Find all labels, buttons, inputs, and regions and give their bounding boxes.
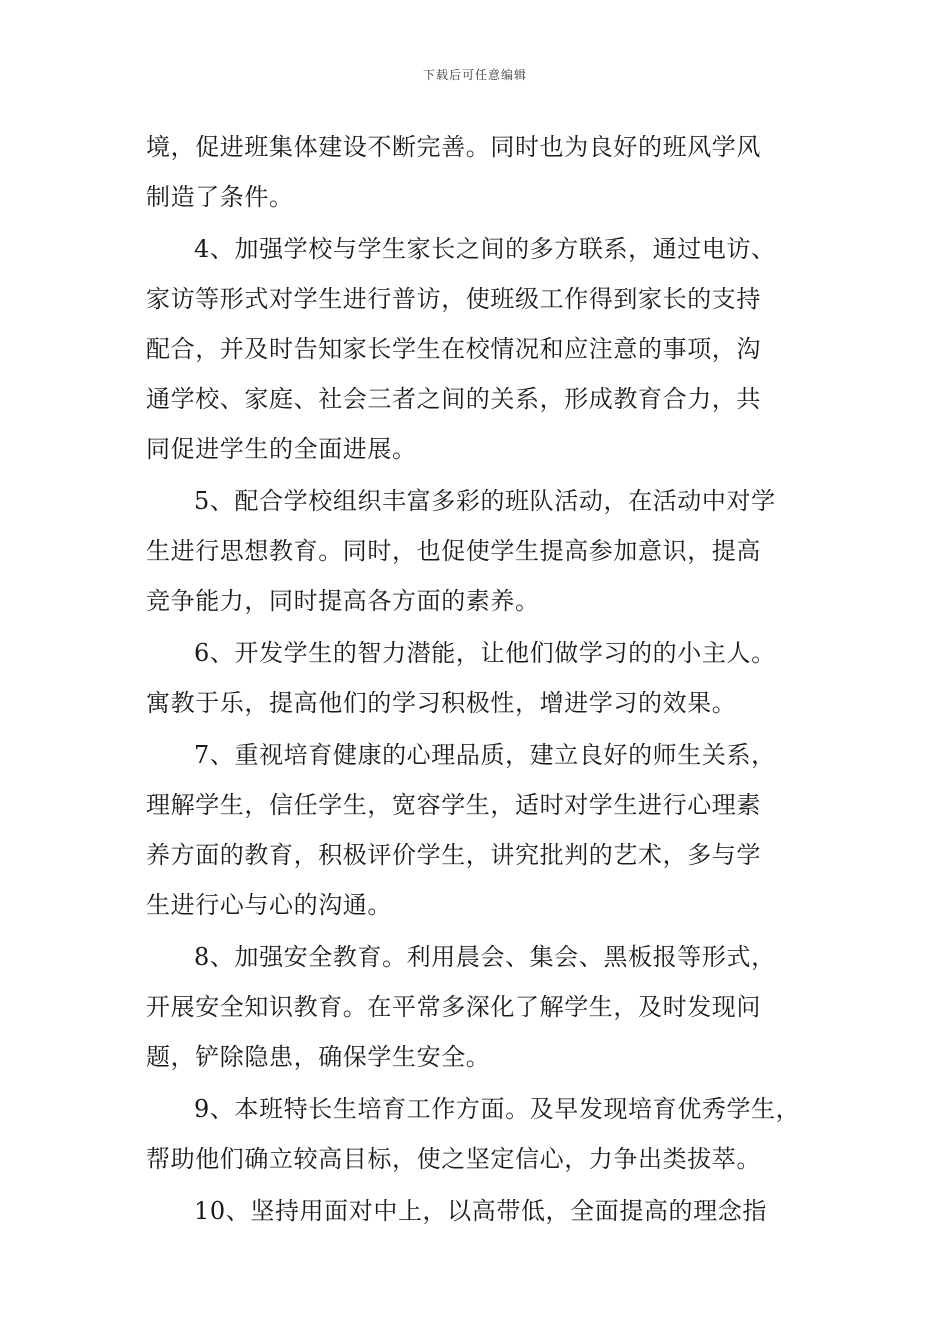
text-line: 帮助他们确立较高目标，使之坚定信心，力争出类拔萃。	[146, 1145, 761, 1173]
text-line: 生进行思想教育。同时，也促使学生提高参加意识，提高	[146, 537, 761, 565]
text-line: 4、加强学校与学生家长之间的多方联系，通过电访、	[194, 235, 776, 263]
document-body	[146, 122, 806, 1236]
text-line: 配合，并及时告知家长学生在校情况和应注意的事项，沟	[146, 335, 761, 363]
page-header: 下载后可任意编辑	[422, 68, 527, 82]
text-line: 竞争能力，同时提高各方面的素养。	[146, 587, 540, 615]
text-line: 10、坚持用面对中上，以高带低，全面提高的理念指	[194, 1197, 767, 1225]
paragraph-item-8	[146, 932, 806, 1082]
paragraph-item-6	[146, 628, 806, 728]
text-line: 5、配合学校组织丰富多彩的班队活动，在活动中对学	[194, 487, 776, 515]
text-line: 理解学生，信任学生，宽容学生，适时对学生进行心理素	[146, 791, 761, 819]
text-line: 寓教于乐，提高他们的学习积极性，增进学习的效果。	[146, 689, 737, 717]
paragraph-item-4	[146, 224, 806, 474]
text-line: 境，促进班集体建设不断完善。同时也为良好的班风学风	[146, 133, 761, 161]
text-line: 同促进学生的全面进展。	[146, 435, 417, 463]
text-line: 9、本班特长生培育工作方面。及早发现培育优秀学生，	[194, 1095, 801, 1123]
paragraph-item-9	[146, 1084, 806, 1184]
text-line: 7、重视培育健康的心理品质，建立良好的师生关系，	[194, 741, 776, 769]
text-line: 8、加强安全教育。利用晨会、集会、黑板报等形式，	[194, 943, 776, 971]
text-line: 生进行心与心的沟通。	[146, 891, 392, 919]
text-line: 制造了条件。	[146, 183, 294, 211]
text-line: 开展安全知识教育。在平常多深化了解学生，及时发现问	[146, 993, 761, 1021]
text-line: 6、开发学生的智力潜能，让他们做学习的的小主人。	[194, 639, 776, 667]
text-line: 通学校、家庭、社会三者之间的关系，形成教育合力，共	[146, 385, 761, 413]
paragraph	[146, 122, 806, 222]
paragraph-item-5	[146, 476, 806, 626]
text-line: 家访等形式对学生进行普访，使班级工作得到家长的支持	[146, 285, 761, 313]
paragraph-item-7	[146, 730, 806, 930]
paragraph-item-10	[146, 1186, 806, 1236]
text-line: 养方面的教育，积极评价学生，讲究批判的艺术，多与学	[146, 841, 761, 869]
text-line: 题，铲除隐患，确保学生安全。	[146, 1043, 491, 1071]
